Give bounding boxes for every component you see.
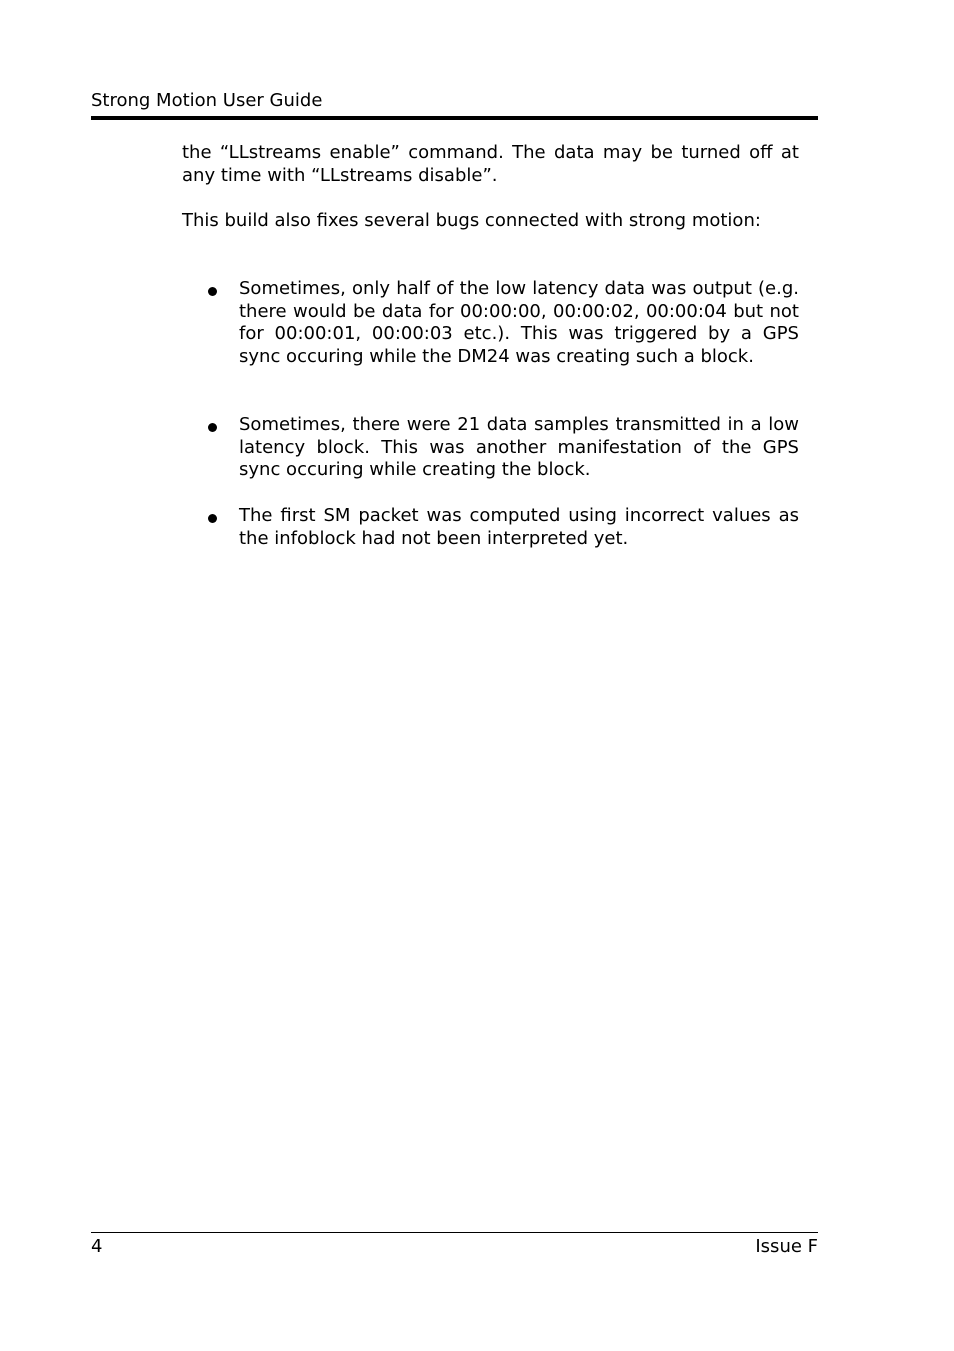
bullet-text: The first SM packet was computed using incorrect values as the infoblock had not been interpreted yet. [239, 505, 799, 549]
footer-rule [91, 1232, 818, 1233]
bullet-text: Sometimes, only half of the low latency data was output (e.g. there would be data for 00:00:00, 00:00:02, 00:00:04 but not for 00:00:01, 00:00:03 etc.). This was triggered by a GPS sync occuring while the DM24 was creating such a block. [239, 278, 799, 367]
issue-label: Issue F [755, 1236, 818, 1257]
paragraph-llstreams: the “LLstreams enable” command. The data may be turned off at any time with “LLstreams disable”. [182, 142, 799, 186]
bullet-text: Sometimes, there were 21 data samples transmitted in a low latency block. This was another manifestation of the GPS sync occuring while creating the block. [239, 414, 799, 480]
header-rule [91, 116, 818, 120]
bullet-item [208, 278, 799, 368]
paragraph-bug-fixes-intro: This build also fixes several bugs connected with strong motion: [182, 210, 761, 231]
bullet-dot-icon [208, 287, 217, 296]
bullet-dot-icon [208, 514, 217, 523]
page-number: 4 [91, 1236, 103, 1257]
bullet-item [208, 414, 799, 482]
bullet-dot-icon [208, 423, 217, 432]
bullet-item [208, 505, 799, 550]
document-header-title: Strong Motion User Guide [91, 90, 323, 111]
